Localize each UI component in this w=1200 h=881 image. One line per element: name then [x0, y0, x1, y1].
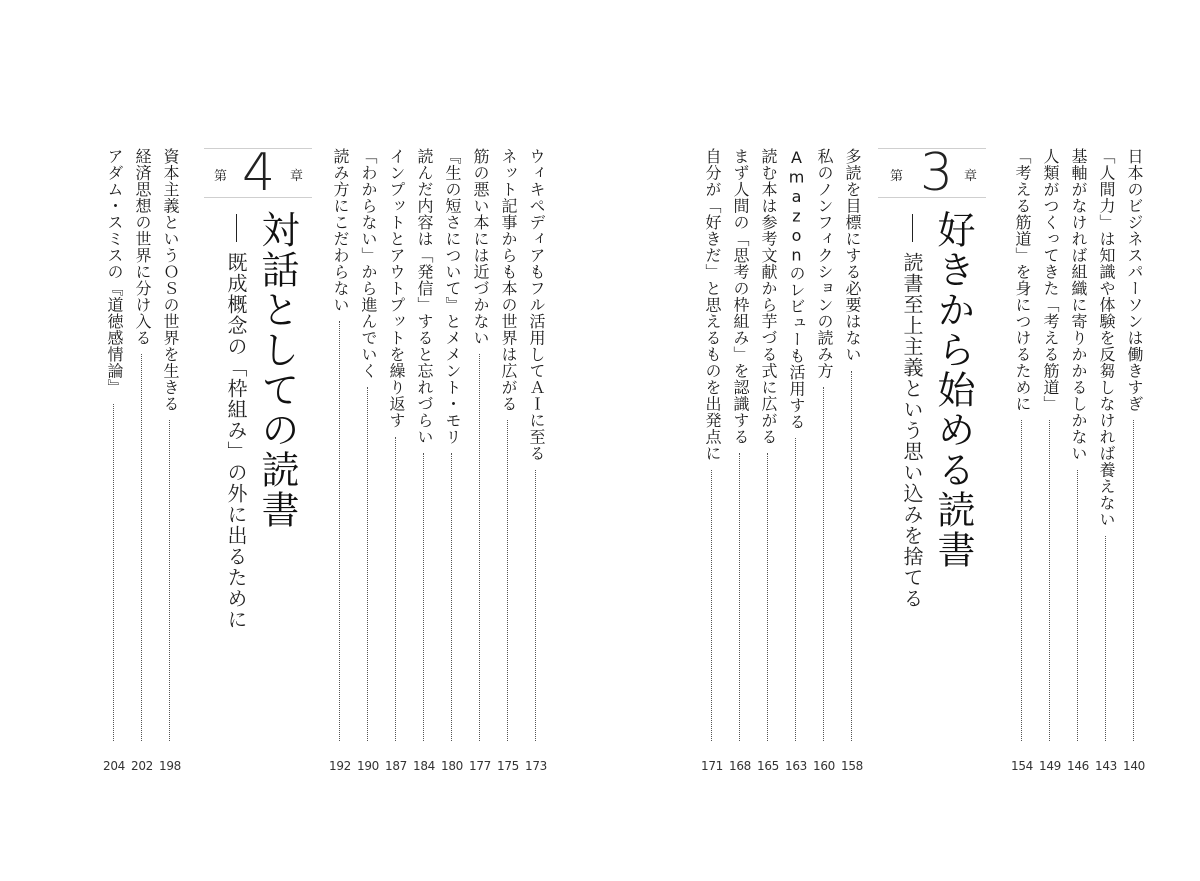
leader-dots — [823, 387, 824, 741]
leader-dots — [395, 437, 396, 742]
leader-dots — [1077, 470, 1078, 742]
toc-entry-page: 204 — [102, 759, 125, 773]
leader-dots — [451, 453, 452, 741]
toc-entry-title: 日本のビジネスパーソンは働きすぎ — [1125, 148, 1144, 412]
toc-entry-title: Amazonのレビューも活用する — [787, 148, 806, 430]
leader-dots — [169, 420, 170, 741]
leader-dots — [507, 420, 508, 741]
toc-entry-page: 168 — [728, 759, 751, 773]
toc-entry[interactable] — [1124, 148, 1144, 773]
toc-entry[interactable] — [414, 148, 434, 773]
chapter-dai-label: 第 — [214, 169, 228, 184]
chapter-number: 3 — [920, 143, 954, 203]
leader-dots — [367, 387, 368, 741]
leader-dots — [1105, 536, 1106, 742]
leader-dots — [1049, 420, 1050, 741]
toc-entry-page: 173 — [524, 759, 547, 773]
toc-entry-title: 経済思想の世界に分け入る — [133, 148, 152, 346]
toc-entry-page: 171 — [700, 759, 723, 773]
leader-dots — [711, 470, 712, 742]
toc-entry-page: 202 — [130, 759, 153, 773]
chapter-number: 4 — [242, 143, 276, 203]
toc-entry-page: 184 — [412, 759, 435, 773]
chapter-dai-label: 第 — [890, 169, 904, 184]
toc-entry[interactable] — [386, 148, 406, 773]
toc-entry[interactable] — [1068, 148, 1088, 773]
chapter-4-heading — [204, 143, 312, 203]
toc-entry-page: 163 — [784, 759, 807, 773]
toc-entry-title: アダム・スミスの『道徳感情論』 — [105, 148, 124, 396]
toc-entry[interactable] — [526, 148, 546, 773]
toc-entry[interactable] — [1040, 148, 1060, 773]
leader-dots — [423, 453, 424, 741]
leader-dots — [739, 453, 740, 741]
toc-entry-title: ネット記事からも本の世界は広がる — [499, 148, 518, 412]
toc-entry-title: 多読を目標にする必要はない — [843, 148, 862, 363]
toc-entry[interactable] — [132, 148, 152, 773]
toc-entry-title: 私のノンフィクションの読み方 — [815, 148, 834, 379]
toc-entry-page: 187 — [384, 759, 407, 773]
leader-dots — [535, 470, 536, 742]
toc-entry[interactable] — [358, 148, 378, 773]
chapter-3-heading — [878, 143, 986, 203]
leader-dots — [851, 371, 852, 742]
leader-dots — [113, 404, 114, 742]
toc-entry-page: 158 — [840, 759, 863, 773]
toc-entry[interactable] — [758, 148, 778, 773]
toc-entry-title: 筋の悪い本には近づかない — [471, 148, 490, 346]
toc-entry-page: 146 — [1066, 759, 1089, 773]
leader-dots — [479, 354, 480, 741]
toc-entry-page: 190 — [356, 759, 379, 773]
toc-entry-page: 154 — [1010, 759, 1033, 773]
toc-entry[interactable] — [330, 148, 350, 773]
toc-entry-page: 165 — [756, 759, 779, 773]
toc-entry[interactable] — [1012, 148, 1032, 773]
toc-entry[interactable] — [498, 148, 518, 773]
leader-dots — [141, 354, 142, 741]
toc-entry[interactable] — [814, 148, 834, 773]
leader-dots — [1133, 420, 1134, 741]
chapter-4-subtitle: 既成概念の「枠組み」の外に出るために — [224, 252, 248, 630]
toc-entry-page: 177 — [468, 759, 491, 773]
toc-entry[interactable] — [104, 148, 124, 773]
toc-entry-page: 143 — [1094, 759, 1117, 773]
toc-entry-page: 198 — [158, 759, 181, 773]
subtitle-dash — [912, 214, 913, 242]
toc-entry[interactable] — [786, 148, 806, 773]
toc-entry-title: 読み方にこだわらない — [331, 148, 350, 313]
toc-entry-title: 自分が「好きだ」と思えるものを出発点に — [703, 148, 722, 462]
toc-entry-page: 180 — [440, 759, 463, 773]
toc-entry-title: ウィキペディアもフル活用してＡＩに至る — [527, 148, 546, 462]
toc-entry-page: 175 — [496, 759, 519, 773]
chapter-sho-label: 章 — [290, 169, 304, 184]
toc-entry[interactable] — [470, 148, 490, 773]
toc-entry-title: 読んだ内容は「発信」すると忘れづらい — [415, 148, 434, 445]
chapter-sho-label: 章 — [964, 169, 978, 184]
toc-entry[interactable] — [160, 148, 180, 773]
toc-entry-title: 「わからない」から進んでいく — [359, 148, 378, 379]
toc-entry-title: 基軸がなければ組織に寄りかかるしかない — [1069, 148, 1088, 462]
toc-entry[interactable] — [730, 148, 750, 773]
chapter-4-title[interactable]: 対話としての読書 — [255, 210, 299, 530]
leader-dots — [795, 438, 796, 741]
toc-entry-page: 160 — [812, 759, 835, 773]
subtitle-dash — [236, 214, 237, 242]
toc-entry-title: 「考える筋道」を身につけるために — [1013, 148, 1032, 412]
toc-entry-title: まず人間の「思考の枠組み」を認識する — [731, 148, 750, 445]
toc-entry-title: 「人間力」は知識や体験を反芻しなければ養えない — [1097, 148, 1116, 528]
toc-entry[interactable] — [442, 148, 462, 773]
leader-dots — [1021, 420, 1022, 741]
chapter-3-title[interactable]: 好きから始める読書 — [931, 210, 975, 570]
toc-entry-title: 人類がつくってきた「考える筋道」 — [1041, 148, 1060, 412]
toc-entry-title: 『生の短さについて』とメメント・モリ — [443, 148, 462, 445]
leader-dots — [339, 321, 340, 741]
toc-entry-title: インプットとアウトプットを繰り返す — [387, 148, 406, 429]
chapter-3-subtitle: 読書至上主義という思い込みを捨てる — [900, 252, 924, 609]
toc-entry-title: 読む本は参考文献から芋づる式に広がる — [759, 148, 778, 445]
toc-entry[interactable] — [702, 148, 722, 773]
leader-dots — [767, 453, 768, 741]
toc-entry-page: 140 — [1122, 759, 1145, 773]
toc-entry-page: 149 — [1038, 759, 1061, 773]
toc-entry-title: 資本主義というＯＳの世界を生きる — [161, 148, 180, 412]
toc-entry-page: 192 — [328, 759, 351, 773]
toc-entry[interactable] — [1096, 148, 1116, 773]
toc-entry[interactable] — [842, 148, 862, 773]
